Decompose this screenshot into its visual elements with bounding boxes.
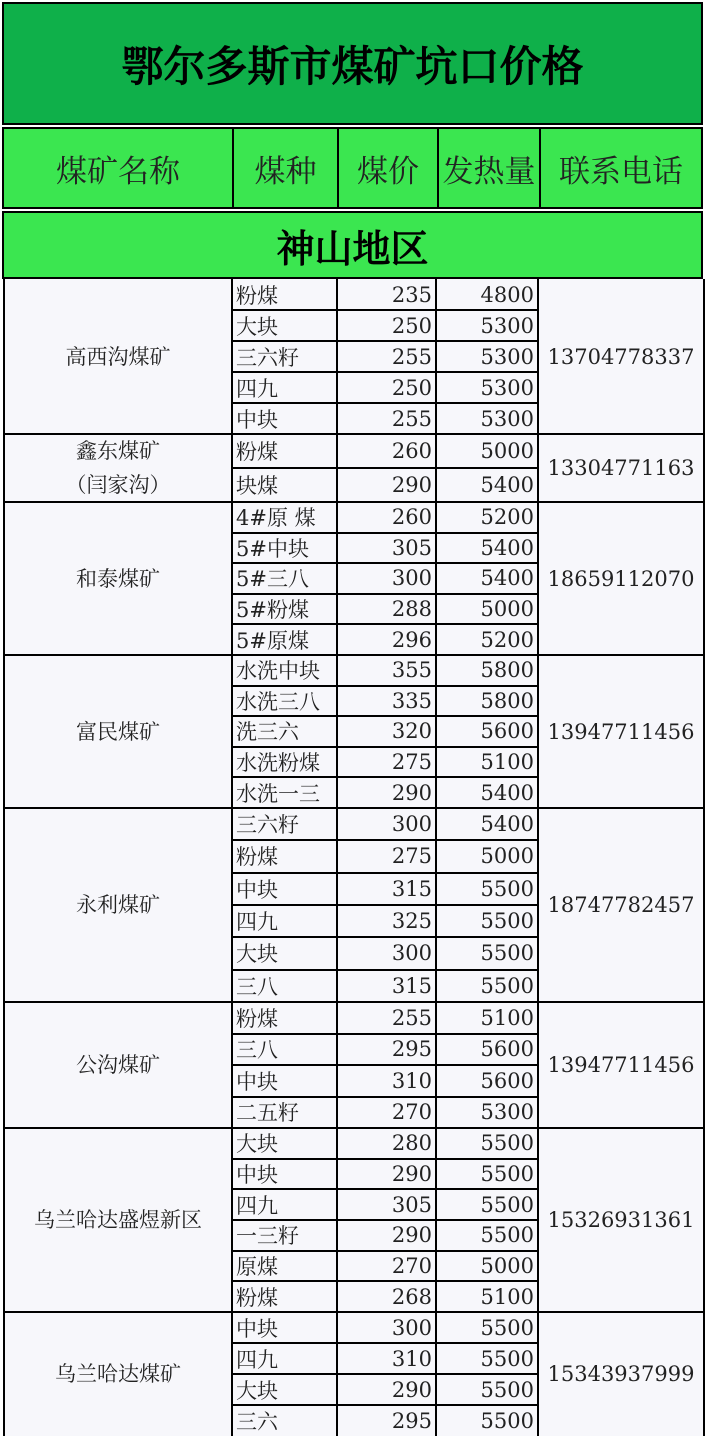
coal-type: 大块	[236, 1132, 278, 1157]
coal-type: 中块	[236, 1162, 278, 1187]
block-divider	[4, 1127, 704, 1129]
coal-type: 5#中块	[236, 536, 309, 561]
row-divider	[232, 1064, 538, 1066]
calorific-value: 5500	[480, 1161, 534, 1186]
row-divider	[232, 1188, 538, 1190]
coal-price: 295	[391, 1408, 432, 1433]
calorific-value: 5500	[480, 876, 534, 901]
calorific-value: 5500	[480, 973, 534, 998]
row-divider	[232, 839, 538, 841]
row-divider	[232, 593, 538, 595]
calorific-value: 5100	[480, 1005, 534, 1030]
mine-name	[4, 1002, 232, 1128]
coal-type: 中块	[236, 1069, 278, 1094]
coal-price: 268	[391, 1284, 432, 1309]
coal-type: 粉煤	[236, 283, 278, 308]
calorific-value: 5400	[480, 812, 534, 837]
coal-price: 310	[391, 1346, 432, 1371]
column-divider	[336, 279, 338, 1436]
mine-name	[4, 434, 232, 502]
coal-price: 288	[391, 597, 432, 622]
coal-price: 355	[391, 658, 432, 683]
coal-price: 275	[391, 750, 432, 775]
calorific-value: 4800	[480, 282, 534, 307]
mine-phone: 13947711456	[547, 719, 695, 744]
column-divider	[537, 279, 539, 1436]
header-price: 煤价	[339, 129, 439, 207]
coal-type: 大块	[236, 942, 278, 967]
row-divider	[232, 969, 538, 971]
calorific-value: 5500	[480, 1131, 534, 1156]
column-divider	[231, 279, 233, 1436]
mine-name	[4, 808, 232, 1002]
calorific-value: 5400	[480, 535, 534, 560]
mine-phone: 15343937999	[547, 1362, 695, 1386]
block-divider	[4, 807, 704, 809]
calorific-value: 5300	[480, 375, 534, 400]
mine-name	[4, 1312, 232, 1436]
coal-price: 290	[391, 1377, 432, 1402]
coal-type: 水洗粉煤	[236, 751, 320, 776]
coal-price: 255	[391, 1005, 432, 1030]
row-divider	[232, 715, 538, 717]
row-divider	[232, 1280, 538, 1282]
block-divider	[4, 501, 704, 503]
coal-type: 三六	[236, 1409, 278, 1434]
coal-type: 四九	[236, 910, 278, 935]
column-divider	[703, 279, 705, 1436]
coal-type: 原煤	[236, 1254, 278, 1279]
coal-price: 300	[391, 941, 432, 966]
coal-type: 四九	[236, 1347, 278, 1372]
row-divider	[232, 685, 538, 687]
coal-price: 260	[391, 439, 432, 463]
coal-price: 290	[391, 473, 432, 497]
mine-phone: 15326931361	[547, 1208, 695, 1232]
column-header-row	[2, 127, 703, 209]
row-divider	[232, 1342, 538, 1344]
mine-name	[4, 1128, 232, 1312]
coal-price: 315	[391, 973, 432, 998]
coal-type: 5#粉煤	[236, 598, 309, 623]
coal-price: 235	[391, 282, 432, 307]
coal-price: 300	[391, 812, 432, 837]
calorific-value: 5100	[480, 750, 534, 775]
coal-type: 三六籽	[236, 813, 299, 838]
row-divider	[232, 562, 538, 564]
coal-price: 300	[391, 1315, 432, 1340]
coal-type: 水洗三八	[236, 689, 320, 714]
coal-type: 一三籽	[236, 1224, 299, 1249]
calorific-value: 5500	[480, 909, 534, 934]
coal-type: 三六籽	[236, 345, 299, 370]
calorific-value: 5000	[480, 1253, 534, 1278]
calorific-value: 5500	[480, 1315, 534, 1340]
coal-price: 260	[391, 505, 432, 530]
coal-price: 335	[391, 688, 432, 713]
mine-name-line: 和泰煤矿	[76, 566, 160, 591]
coal-type: 5#三八	[236, 567, 309, 592]
calorific-value: 5500	[480, 1346, 534, 1371]
mine-phone: 13704778337	[547, 344, 695, 369]
row-divider	[232, 936, 538, 938]
coal-type: 中块	[236, 407, 278, 432]
block-divider	[4, 1311, 704, 1313]
row-divider	[232, 467, 538, 469]
coal-price: 310	[391, 1068, 432, 1093]
coal-price: 305	[391, 535, 432, 560]
row-divider	[232, 623, 538, 625]
row-divider	[232, 776, 538, 778]
row-divider	[232, 1096, 538, 1098]
coal-type: 四九	[236, 376, 278, 401]
calorific-value: 5500	[480, 1192, 534, 1217]
mine-phone: 18747782457	[547, 893, 695, 917]
calorific-value: 5200	[480, 505, 534, 530]
calorific-value: 5600	[480, 1037, 534, 1062]
coal-type: 中块	[236, 877, 278, 902]
mine-name-line: 高西沟煤矿	[65, 344, 171, 369]
coal-price: 295	[391, 1037, 432, 1062]
block-divider	[4, 1001, 704, 1003]
calorific-value: 5000	[480, 597, 534, 622]
coal-type: 大块	[236, 1378, 278, 1403]
calorific-value: 5400	[480, 473, 534, 497]
mine-name-line: 富民煤矿	[76, 719, 160, 744]
calorific-value: 5500	[480, 941, 534, 966]
coal-type: 4#原 煤	[236, 506, 316, 531]
row-divider	[232, 1033, 538, 1035]
header-calorific-value: 发热量	[439, 129, 541, 207]
coal-price: 315	[391, 876, 432, 901]
mine-phone: 18659112070	[547, 566, 695, 591]
mine-name	[4, 279, 232, 434]
coal-type: 粉煤	[236, 440, 278, 464]
mine-name-line: 公沟煤矿	[76, 1053, 160, 1077]
coal-price: 290	[391, 780, 432, 805]
calorific-value: 5300	[480, 406, 534, 431]
calorific-value: 5500	[480, 1408, 534, 1433]
coal-type: 二五籽	[236, 1101, 299, 1126]
calorific-value: 5000	[480, 439, 534, 463]
coal-price: 300	[391, 566, 432, 591]
coal-type: 块煤	[236, 474, 278, 498]
coal-type: 三八	[236, 1038, 278, 1063]
coal-price: 250	[391, 313, 432, 338]
row-divider	[232, 371, 538, 373]
coal-price: 325	[391, 909, 432, 934]
coal-price: 250	[391, 375, 432, 400]
coal-price: 270	[391, 1100, 432, 1125]
calorific-value: 5500	[480, 1377, 534, 1402]
calorific-value: 5300	[480, 344, 534, 369]
mine-phone: 13304771163	[547, 456, 695, 480]
coal-price: 255	[391, 406, 432, 431]
calorific-value: 5000	[480, 844, 534, 869]
calorific-value: 5200	[480, 627, 534, 652]
coal-price: 290	[391, 1223, 432, 1248]
column-divider	[3, 279, 5, 1436]
row-divider	[232, 340, 538, 342]
coal-type: 大块	[236, 314, 278, 339]
coal-type: 三八	[236, 974, 278, 999]
header-coal-type: 煤种	[234, 129, 339, 207]
row-divider	[232, 904, 538, 906]
coal-price: 305	[391, 1192, 432, 1217]
coal-type: 粉煤	[236, 845, 278, 870]
row-divider	[232, 402, 538, 404]
coal-price: 255	[391, 344, 432, 369]
calorific-value: 5300	[480, 1100, 534, 1125]
row-divider	[232, 1373, 538, 1375]
coal-type: 5#原煤	[236, 628, 309, 653]
sheet-title: 鄂尔多斯市煤矿坑口价格	[2, 2, 703, 125]
column-divider	[435, 279, 437, 1436]
mine-name-line: （闫家沟）	[65, 473, 171, 497]
coal-price: 270	[391, 1253, 432, 1278]
mine-phone: 13947711456	[547, 1053, 695, 1077]
mine-name-line: 乌兰哈达盛煜新区	[34, 1208, 202, 1232]
row-divider	[232, 532, 538, 534]
coal-price: 280	[391, 1131, 432, 1156]
mine-name-line: 乌兰哈达煤矿	[55, 1362, 181, 1386]
row-divider	[232, 1250, 538, 1252]
coal-type: 粉煤	[236, 1285, 278, 1310]
coal-type: 水洗一三	[236, 781, 320, 806]
calorific-value: 5500	[480, 1223, 534, 1248]
calorific-value: 5600	[480, 1068, 534, 1093]
coal-price: 296	[391, 627, 432, 652]
coal-type: 粉煤	[236, 1006, 278, 1031]
calorific-value: 5800	[480, 688, 534, 713]
header-phone: 联系电话	[559, 153, 683, 190]
calorific-value: 5300	[480, 313, 534, 338]
mine-name	[4, 502, 232, 655]
coal-type: 四九	[236, 1193, 278, 1218]
coal-price: 290	[391, 1161, 432, 1186]
block-divider	[4, 433, 704, 435]
block-divider	[4, 654, 704, 656]
calorific-value: 5600	[480, 719, 534, 744]
mine-name	[4, 655, 232, 808]
row-divider	[232, 872, 538, 874]
coal-type: 水洗中块	[236, 659, 320, 684]
coal-price: 275	[391, 844, 432, 869]
row-divider	[232, 309, 538, 311]
coal-price: 320	[391, 719, 432, 744]
row-divider	[232, 746, 538, 748]
row-divider	[232, 1404, 538, 1406]
calorific-value: 5800	[480, 658, 534, 683]
region-title: 神山地区	[2, 211, 703, 279]
mine-name-line: 永利煤矿	[76, 893, 160, 917]
coal-type: 洗三六	[236, 720, 299, 745]
calorific-value: 5400	[480, 780, 534, 805]
calorific-value: 5400	[480, 566, 534, 591]
header-mine-name: 煤矿名称	[4, 129, 234, 207]
row-divider	[232, 1219, 538, 1221]
calorific-value: 5100	[480, 1284, 534, 1309]
coal-type: 中块	[236, 1316, 278, 1341]
mine-name-line: 鑫东煤矿	[76, 439, 160, 463]
row-divider	[232, 1158, 538, 1160]
